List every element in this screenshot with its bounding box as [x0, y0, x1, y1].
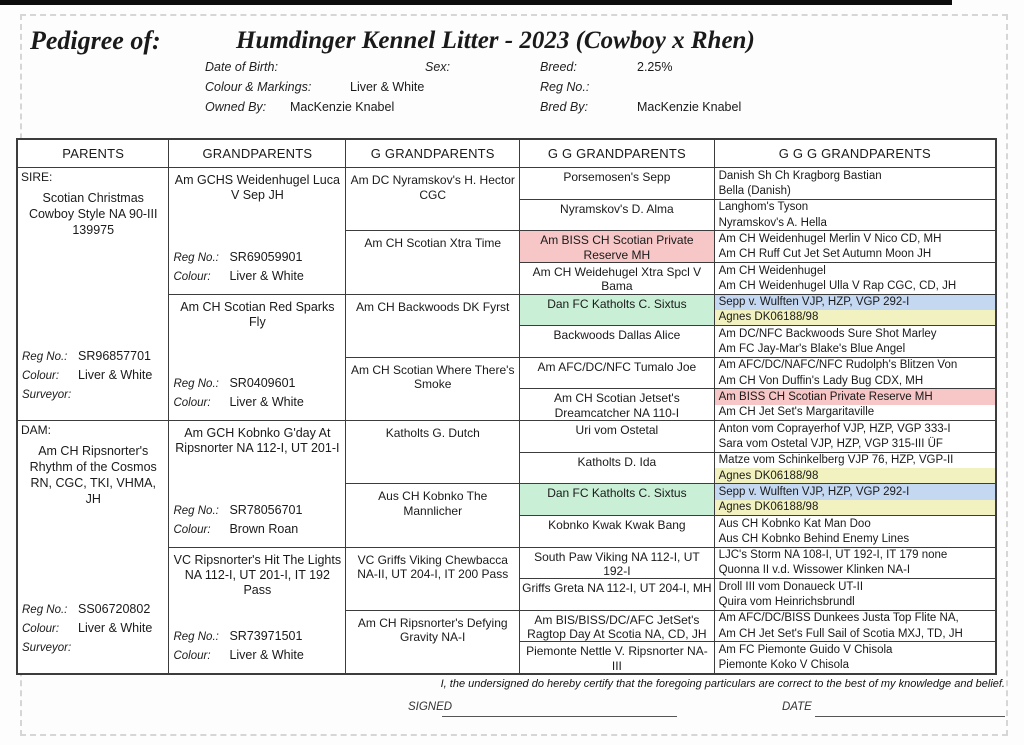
dam-cell: [18, 420, 168, 673]
certification-statement: I, the undersigned do hereby certify that the foregoing particulars are correct to the best of my knowledge and belief.: [440, 678, 1005, 690]
grandparent-cell: Am GCH Kobnko G'day At Ripsnorter NA 112-I, UT 201-I Reg No.: SR78056701 Colour: Brown Roan: [169, 420, 345, 547]
g-grandparent-cell: Aus CH Kobnko The Mannlicher: [346, 483, 519, 546]
column-grandparents: [168, 140, 345, 673]
g-grandparent-cell: Am DC Nyramskov's H. Hector CGC: [346, 167, 519, 230]
column-header-ggg-grandparents: G G G GRANDPARENTS: [778, 146, 931, 161]
dam-reg-no: SS06720802: [78, 602, 151, 616]
column-header-gg-grandparents: G G GRANDPARENTS: [547, 146, 686, 161]
signed-label: SIGNED: [408, 701, 453, 713]
grandparent-cell: Am GCHS Weidenhugel Luca V Sep JH Reg No.: SR69059901 Colour: Liver & White: [169, 167, 345, 294]
ggg-grandparent-cell: Droll III vom Donaueck UT-II Quira vom Heinrichsbrundl: [715, 578, 995, 610]
date-line: [815, 716, 1005, 717]
ggg-grandparent-cell: Am DC/NFC Backwoods Sure Shot Marley Am FC Jay-Mar's Blake's Blue Angel: [715, 325, 995, 357]
gg-grandparent-cell: Kobnko Kwak Kwak Bang: [520, 515, 713, 547]
pedigree-table: [16, 138, 997, 675]
gg-grandparent-cell: Dan FC Katholts C. Sixtus: [520, 483, 713, 515]
dam-colour: Liver & White: [78, 621, 153, 635]
gg-grandparent-cell: Am AFC/DC/NFC Tumalo Joe: [520, 357, 713, 389]
ggg-grandparent-cell: Matze vom Schinkelberg VJP 76, HZP, VGP-II Agnes DK06188/98: [715, 452, 995, 484]
colour-markings-value: Liver & White: [350, 80, 425, 94]
sex-label: Sex:: [425, 60, 451, 74]
colour-label: Colour:: [173, 523, 211, 536]
pedigree-of-label: Pedigree of:: [30, 26, 161, 55]
colour-label: Colour:: [173, 650, 211, 662]
colour-markings-label: Colour & Markings:: [205, 80, 312, 94]
g-grandparent-cell: Am CH Scotian Where There's Smoke: [346, 357, 519, 420]
sire-colour: Liver & White: [78, 368, 153, 382]
reg-no-label: Reg No.:: [173, 251, 219, 264]
colour-label: Colour:: [173, 397, 211, 409]
reg-no-label: Reg No.:: [173, 631, 219, 643]
scan-artifact-bar: [0, 0, 952, 5]
column-g-grandparents: [345, 140, 519, 673]
sire-cell: [18, 167, 168, 420]
gg-grandparent-cell: Piemonte Nettle V. Ripsnorter NA-III: [520, 641, 713, 673]
owned-by-value: MacKenzie Knabel: [290, 100, 395, 114]
gg-grandparent-cell: Katholts D. Ida: [520, 452, 713, 484]
colour-label: Colour:: [22, 623, 60, 635]
bred-by-label: Bred By:: [540, 100, 588, 114]
column-ggg-grandparents: [714, 140, 995, 673]
grandparent-cell: Am CH Scotian Red Sparks Fly Reg No.: SR0409601 Colour: Liver & White: [169, 294, 345, 421]
sire-reg-no: SR96857701: [78, 349, 151, 363]
bred-by-value: MacKenzie Knabel: [637, 100, 742, 114]
ggg-grandparent-cell: Am CH Weidenhugel Am CH Weidenhugel Ulla V Rap CGC, CD, JH: [715, 262, 995, 294]
colour-label: Colour:: [173, 270, 211, 283]
gg-grandparent-cell: Nyramskov's D. Alma: [520, 199, 713, 231]
ggg-grandparent-cell: Sepp v. Wulften VJP, HZP, VGP 292-I Agnes DK06188/98: [715, 294, 995, 326]
reg-no-label: Reg No.:: [173, 504, 219, 517]
column-parents: [18, 140, 168, 673]
column-header-grandparents: GRANDPARENTS: [202, 146, 313, 161]
date-label: DATE: [782, 701, 812, 713]
gg-grandparent-cell: South Paw Viking NA 112-I, UT 192-I: [520, 547, 713, 579]
reg-no-label: Reg No.:: [540, 80, 590, 94]
ggg-grandparent-cell: Anton vom Coprayerhof VJP, HZP, VGP 333-I Sara vom Ostetal VJP, HZP, VGP 315-III ÜF: [715, 420, 995, 452]
ggg-grandparent-cell: Am BISS CH Scotian Private Reserve MH Am CH Jet Set's Margaritaville: [715, 388, 995, 420]
surveyor-label: Surveyor:: [22, 389, 72, 401]
colour-label: Colour:: [22, 370, 60, 382]
gg-grandparent-cell: Griffs Greta NA 112-I, UT 204-I, MH: [520, 578, 713, 610]
date-of-birth-label: Date of Birth:: [205, 60, 278, 74]
column-header-parents: PARENTS: [62, 146, 125, 161]
g-grandparent-cell: Am CH Scotian Xtra Time: [346, 230, 519, 293]
dam-name: Am CH Ripsnorter's Rhythm of the Cosmos RN, CGC, TKI, VHMA, JH: [29, 444, 157, 506]
signed-line: [442, 716, 677, 717]
ggg-grandparent-cell: Langhom's Tyson Nyramskov's A. Hella: [715, 199, 995, 231]
gg-grandparent-cell: Uri vom Ostetal: [520, 420, 713, 452]
reg-no-label: Reg No.:: [22, 351, 68, 363]
gg-grandparent-cell: Dan FC Katholts C. Sixtus: [520, 294, 713, 326]
sire-label: SIRE:: [21, 170, 53, 184]
ggg-grandparent-cell: Am AFC/DC/NAFC/NFC Rudolph's Blitzen Von Am CH Von Duffin's Lady Bug CDX, MH: [715, 357, 995, 389]
reg-no-label: Reg No.:: [173, 378, 219, 390]
grandparent-cell: VC Ripsnorter's Hit The Lights NA 112-I, UT 201-I, IT 192 Pass Reg No.: SR73971501 Colour: Liver & White: [169, 547, 345, 674]
gg-grandparent-cell: Am BIS/BISS/DC/AFC JetSet's Ragtop Day At Scotia NA, CD, JH: [520, 610, 713, 642]
dam-label: DAM:: [21, 423, 51, 437]
ggg-grandparent-cell: Sepp v. Wulften VJP, HZP, VGP 292-I Agnes DK06188/98: [715, 483, 995, 515]
reg-no-label: Reg No.:: [22, 604, 68, 616]
litter-title: Humdinger Kennel Litter - 2023 (Cowboy x Rhen): [236, 27, 755, 54]
breed-value: 2.25%: [637, 60, 673, 74]
ggg-grandparent-cell: Am FC Piemonte Guido V Chisola Piemonte Koko V Chisola: [715, 641, 995, 673]
gg-grandparent-cell: Am BISS CH Scotian Private Reserve MH: [520, 230, 713, 262]
gg-grandparent-cell: Backwoods Dallas Alice: [520, 325, 713, 357]
g-grandparent-cell: Katholts G. Dutch: [346, 420, 519, 483]
surveyor-label: Surveyor:: [22, 642, 72, 654]
ggg-grandparent-cell: Aus CH Kobnko Kat Man Doo Aus CH Kobnko Behind Enemy Lines: [715, 515, 995, 547]
gg-grandparent-cell: Am CH Scotian Jetset's Dreamcatcher NA 110-I: [520, 388, 713, 420]
owned-by-label: Owned By:: [205, 100, 267, 114]
sire-name: Scotian Christmas Cowboy Style NA 90-III 139975: [28, 191, 158, 237]
gg-grandparent-cell: Am CH Weidehugel Xtra Spcl V Bama: [520, 262, 713, 294]
column-gg-grandparents: [519, 140, 713, 673]
ggg-grandparent-cell: Am AFC/DC/BISS Dunkees Justa Top Flite NA, Am CH Jet Set's Full Sail of Scotia MXJ, TD, JH: [715, 610, 995, 642]
g-grandparent-cell: VC Griffs Viking Chewbacca NA-II, UT 204-I, IT 200 Pass: [346, 547, 519, 610]
ggg-grandparent-cell: Am CH Weidenhugel Merlin V Nico CD, MH Am CH Ruff Cut Jet Set Autumn Moon JH: [715, 230, 995, 262]
breed-label: Breed:: [540, 60, 577, 74]
column-header-g-grandparents: G GRANDPARENTS: [370, 146, 495, 161]
g-grandparent-cell: Am CH Ripsnorter's Defying Gravity NA-I: [346, 610, 519, 673]
ggg-grandparent-cell: Danish Sh Ch Kragborg Bastian Bella (Danish): [715, 167, 995, 199]
ggg-grandparent-cell: LJC's Storm NA 108-I, UT 192-I, IT 179 none Quonna II v.d. Wissower Klinken NA-I: [715, 547, 995, 579]
gg-grandparent-cell: Porsemosen's Sepp: [520, 167, 713, 199]
g-grandparent-cell: Am CH Backwoods DK Fyrst: [346, 294, 519, 357]
